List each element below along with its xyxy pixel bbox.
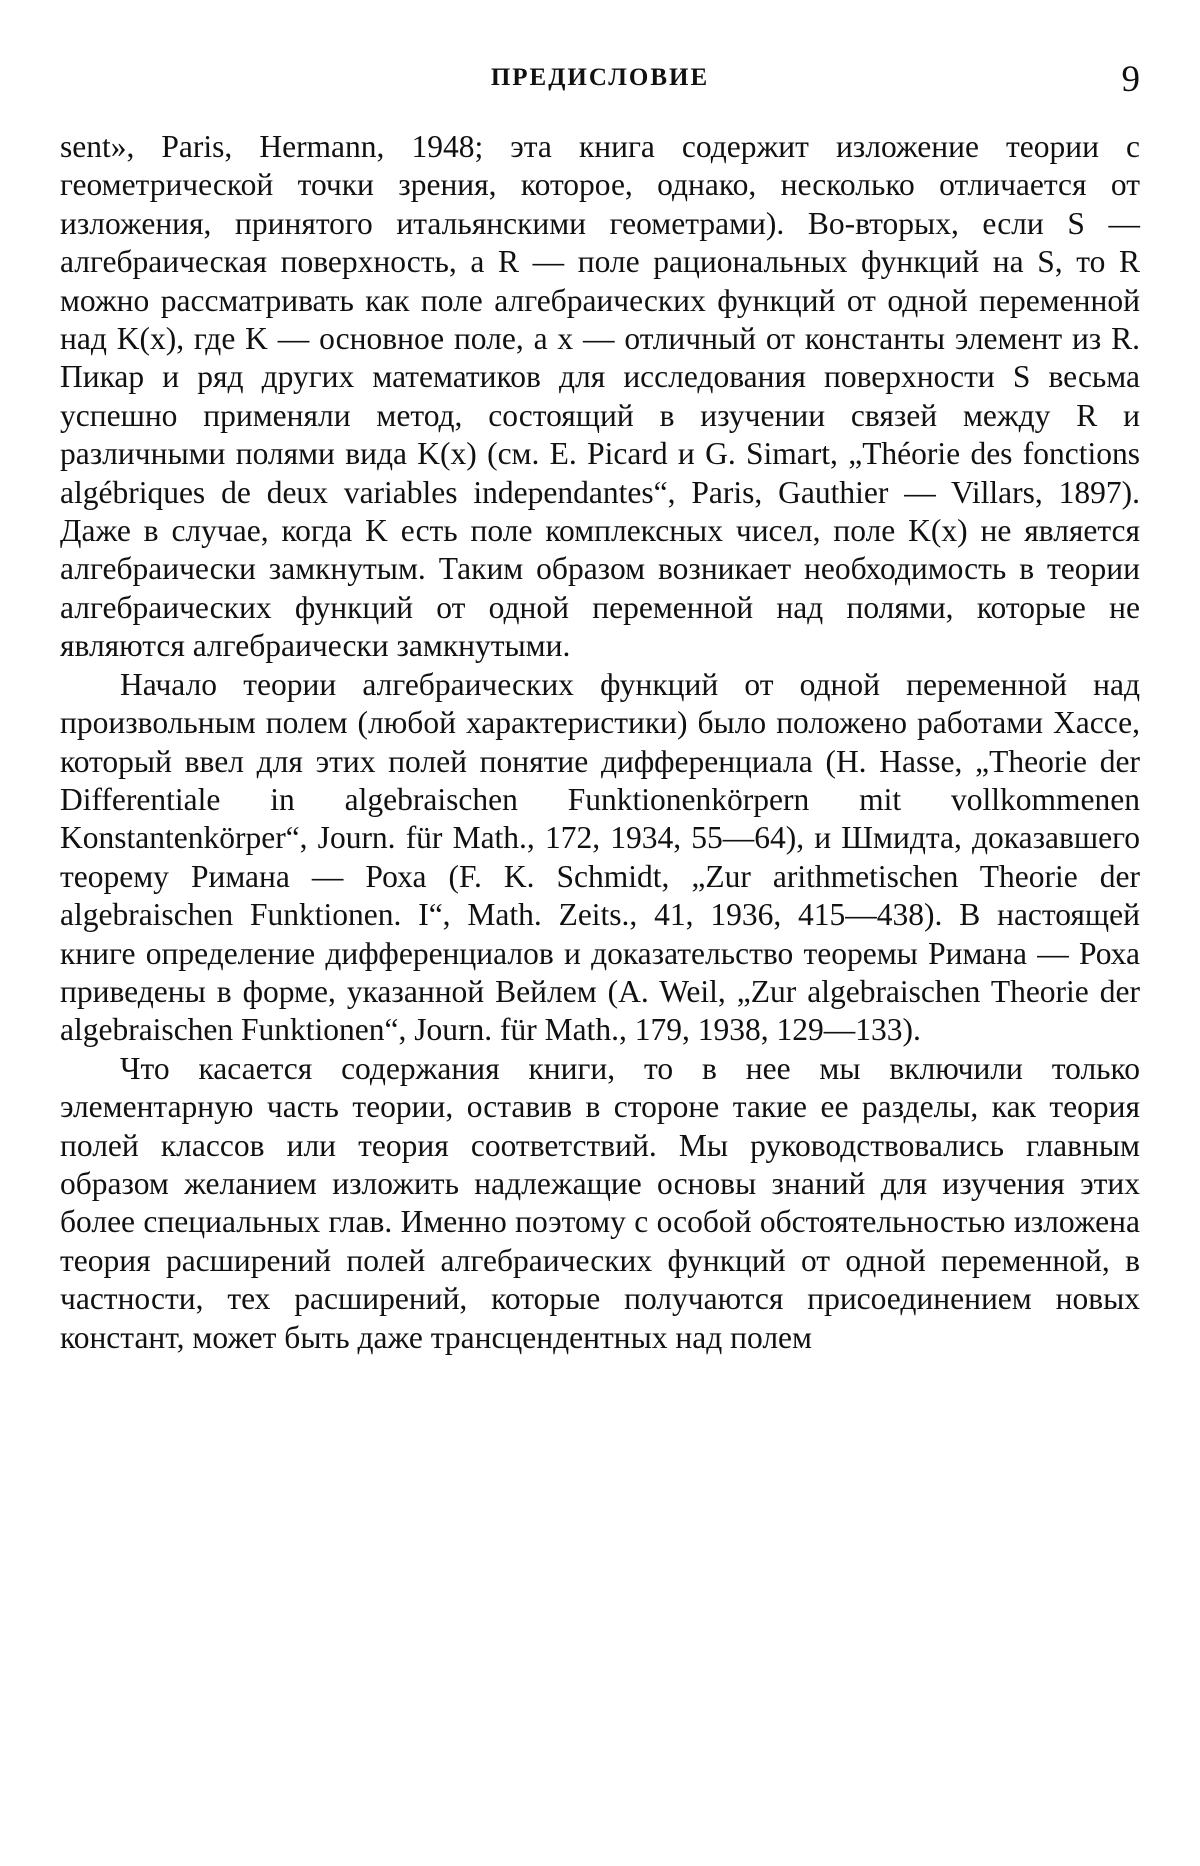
- page-number: 9: [1121, 59, 1140, 100]
- paragraph-history: Начало теории алгебраических функций от одной переменной над произвольным полем (любой характеристики) было положено работами Хассе, который ввел для этих полей понятие дифференциала (H. Hasse, „Theorie der Differentiale in algebraischen Funktionenkörpern mit vollkommenen Konstantenkörper“, Journ. für Math., 172, 1934, 55—64), и Шмидта, доказавшего теорему Римана — Роха (F. K. Schmidt, „Zur arithmetischen Theorie der algebraischen Funktionen. I“, Math. Zeits., 41, 1936, 415—438). В настоящей книге определение дифференциалов и доказательство теоремы Римана — Роха приведены в форме, указанной Вейлем (A. Weil, „Zur algebraischen Theorie der algebraischen Funktionen“, Journ. für Math., 179, 1938, 129—133).: [60, 666, 1140, 1048]
- running-title: ПРЕДИСЛОВИЕ: [490, 64, 710, 91]
- paragraph-continuation: sent», Paris, Hermann, 1948; эта книга содержит изложение теории с геометрической точки зрения, которое, однако, несколько отличается от изложения, принятого итальянскими геометрами). Во-вторых, если S — алгебраическая поверхность, а R — поле рациональных функций на S, то R можно рассматривать как поле алгебраических функций от одной переменной над K(x), где K — основное поле, а x — отличный от константы элемент из R. Пикар и ряд других математиков для исследования поверхности S весьма успешно применяли метод, состоящий в изучении связей между R и различными полями вида K(x) (см. E. Picard и G. Simart, „Théorie des fonctions algébriques de deux variables independantes“, Paris, Gauthier — Villars, 1897). Даже в случае, когда K есть поле комплексных чисел, поле K(x) не является алгебраически замкнутым. Таким образом возникает необходимость в теории алгебраических функций от одной переменной над полями, которые не являются алгебраически замкнутыми.: [60, 129, 1140, 664]
- body-text: [60, 128, 1140, 1357]
- paragraph-contents: Что касается содержания книги, то в нее мы включили только элементарную часть теории, оставив в стороне такие ее разделы, как теория полей классов или теория соответствий. Мы руководствовались главным образом желанием изложить надлежащие основы знаний для изучения этих более специальных глав. Именно поэтому с особой обстоятельностью изложена теория расширений полей алгебраических функций от одной переменной, в частности, тех расширений, которые получаются присоединением новых констант, может быть даже трансцендентных над полем: [60, 1050, 1140, 1355]
- running-head: [60, 58, 1140, 98]
